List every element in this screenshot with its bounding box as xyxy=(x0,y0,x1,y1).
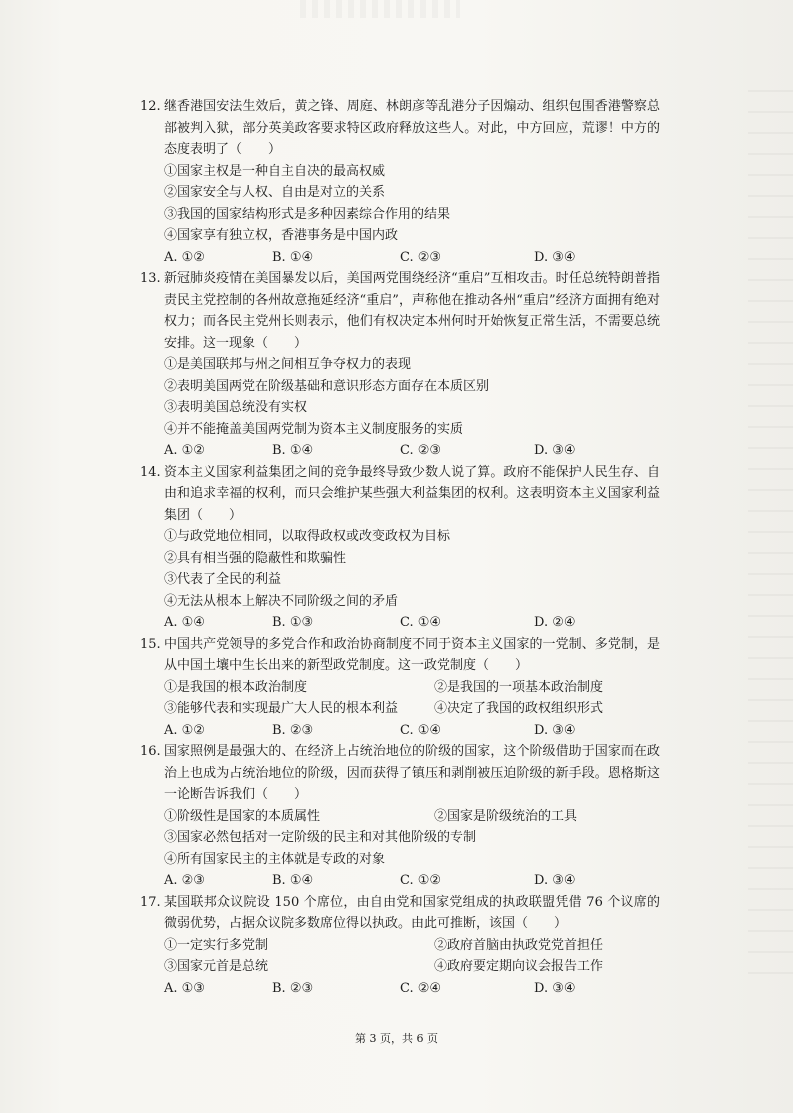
option: ②是我国的一项基本政治制度 xyxy=(434,679,604,695)
question-13 xyxy=(140,268,660,462)
choice-a: A. ①④ xyxy=(164,615,205,630)
bleed-through-right xyxy=(748,90,793,990)
choice-b: B. ②③ xyxy=(272,980,314,996)
answer-choices xyxy=(140,978,660,1000)
option: ①国家主权是一种自主自决的最高权威 xyxy=(164,163,386,179)
option: ①是美国联邦与州之间相互争夺权力的表现 xyxy=(164,357,412,372)
question-15 xyxy=(140,634,660,742)
option: ②国家是阶级统治的工具 xyxy=(434,808,578,824)
option: ③表明美国总统没有实权 xyxy=(164,400,308,415)
page-footer: 第 3 页，共 6 页 xyxy=(355,1032,438,1045)
question-list xyxy=(140,96,660,999)
choice-c: C. ①② xyxy=(400,873,442,888)
question-number: 12. xyxy=(140,99,161,114)
question-stem: 国家照例是最强大的、在经济上占统治地位的阶级的国家，这个阶级借助于国家而在政治上也成为占统治地位的阶级，因而获得了镇压和剥削被压迫阶级的新手段。恩格斯这一论断告诉我们（ ） xyxy=(164,744,660,802)
choice-c: C. ①④ xyxy=(400,615,442,630)
choice-b: B. ①④ xyxy=(272,443,314,458)
choice-b: B. ①③ xyxy=(272,615,314,630)
choice-d: D. ③④ xyxy=(534,722,576,738)
bleed-through-top xyxy=(300,0,460,18)
choice-b: B. ①④ xyxy=(272,249,314,265)
option: ④所有国家民主的主体就是专政的对象 xyxy=(164,851,386,867)
option-grid xyxy=(140,935,660,978)
question-number: 17. xyxy=(140,894,161,910)
option: ③能够代表和实现最广大人民的根本利益 xyxy=(164,701,399,716)
option: ②国家安全与人权、自由是对立的关系 xyxy=(164,185,386,200)
choice-b: B. ②③ xyxy=(272,722,314,738)
answer-choices xyxy=(140,870,660,892)
question-stem: 新冠肺炎疫情在美国暴发以后，美国两党围绕经济“重启”互相攻击。时任总统特朗普指责民主党控制的各州故意拖延经济“重启”，声称他在推动各州“重启”经济方面拥有绝对权力；而各民主党州长则表示，他们有权决定本州何时开始恢复正常生活，不需要总统安排。这一现象（ ） xyxy=(164,271,660,351)
choice-c: C. ①④ xyxy=(400,722,442,738)
question-14 xyxy=(140,462,660,634)
question-12 xyxy=(140,96,660,268)
option: ①阶级性是国家的本质属性 xyxy=(164,808,321,824)
question-number: 13. xyxy=(140,271,161,286)
option: ③代表了全民的利益 xyxy=(164,572,282,587)
question-stem: 资本主义国家利益集团之间的竞争最终导致少数人说了算。政府不能保护人民生存、自由和追求幸福的权利，而只会维护某些强大利益集团的权利。这表明资本主义国家利益集团（ ） xyxy=(164,464,660,523)
option: ④决定了我国的政权组织形式 xyxy=(434,701,604,716)
option: ②具有相当强的隐蔽性和欺骗性 xyxy=(164,550,347,566)
choice-d: D. ②④ xyxy=(534,615,576,630)
choice-a: A. ①② xyxy=(164,443,205,458)
option: ③国家必然包括对一定阶级的民主和对其他阶级的专制 xyxy=(164,830,477,845)
answer-choices xyxy=(140,720,660,742)
question-stem: 继香港国安法生效后，黄之锋、周庭、林朗彦等乱港分子因煽动、组织包围香港警察总部被判入狱，部分英美政客要求特区政府释放这些人。对此，中方回应，荒谬！中方的态度表明了（ ） xyxy=(164,99,660,157)
option: ①与政党地位相同，以取得政权或改变政权为目标 xyxy=(164,529,451,544)
question-number: 14. xyxy=(140,464,161,480)
option: ④政府要定期向议会报告工作 xyxy=(434,959,604,974)
answer-choices xyxy=(140,612,660,634)
option: ③国家元首是总统 xyxy=(164,959,269,974)
option-grid xyxy=(140,677,660,720)
option: ②政府首脑由执政党党首担任 xyxy=(434,937,604,953)
choice-d: D. ③④ xyxy=(534,873,576,888)
option-grid xyxy=(140,806,660,828)
choice-a: A. ①② xyxy=(164,249,205,265)
option: ④国家享有独立权，香港事务是中国内政 xyxy=(164,228,399,243)
option: ②表明美国两党在阶级基础和意识形态方面存在本质区别 xyxy=(164,378,490,394)
choice-a: A. ②③ xyxy=(164,873,205,888)
choice-a: A. ①② xyxy=(164,722,205,738)
question-17 xyxy=(140,892,660,1000)
question-stem: 某国联邦众议院设 150 个席位，由自由党和国家党组成的执政联盟凭借 76 个议席的微弱优势，占据众议院多数席位得以执政。由此可推断，该国（ ） xyxy=(164,894,660,931)
answer-choices xyxy=(140,247,660,269)
option: ①一定实行多党制 xyxy=(164,937,269,953)
question-16 xyxy=(140,741,660,892)
question-stem: 中国共产党领导的多党合作和政治协商制度不同于资本主义国家的一党制、多党制，是从中国土壤中生长出来的新型政党制度。这一政党制度（ ） xyxy=(164,636,660,673)
answer-choices xyxy=(140,440,660,462)
choice-c: C. ②④ xyxy=(400,980,442,996)
option: ④无法从根本上解决不同阶级之间的矛盾 xyxy=(164,593,399,609)
choice-d: D. ③④ xyxy=(534,249,576,265)
option: ①是我国的根本政治制度 xyxy=(164,679,308,695)
choice-c: C. ②③ xyxy=(400,249,442,265)
question-number: 15. xyxy=(140,636,161,652)
option: ④并不能掩盖美国两党制为资本主义制度服务的实质 xyxy=(164,421,464,437)
choice-d: D. ③④ xyxy=(534,443,576,458)
option: ③我国的国家结构形式是多种因素综合作用的结果 xyxy=(164,206,451,222)
choice-d: D. ③④ xyxy=(534,980,576,996)
question-number: 16. xyxy=(140,744,161,759)
choice-c: C. ②③ xyxy=(400,443,442,458)
choice-b: B. ①④ xyxy=(272,873,314,888)
choice-a: A. ①③ xyxy=(164,980,205,996)
